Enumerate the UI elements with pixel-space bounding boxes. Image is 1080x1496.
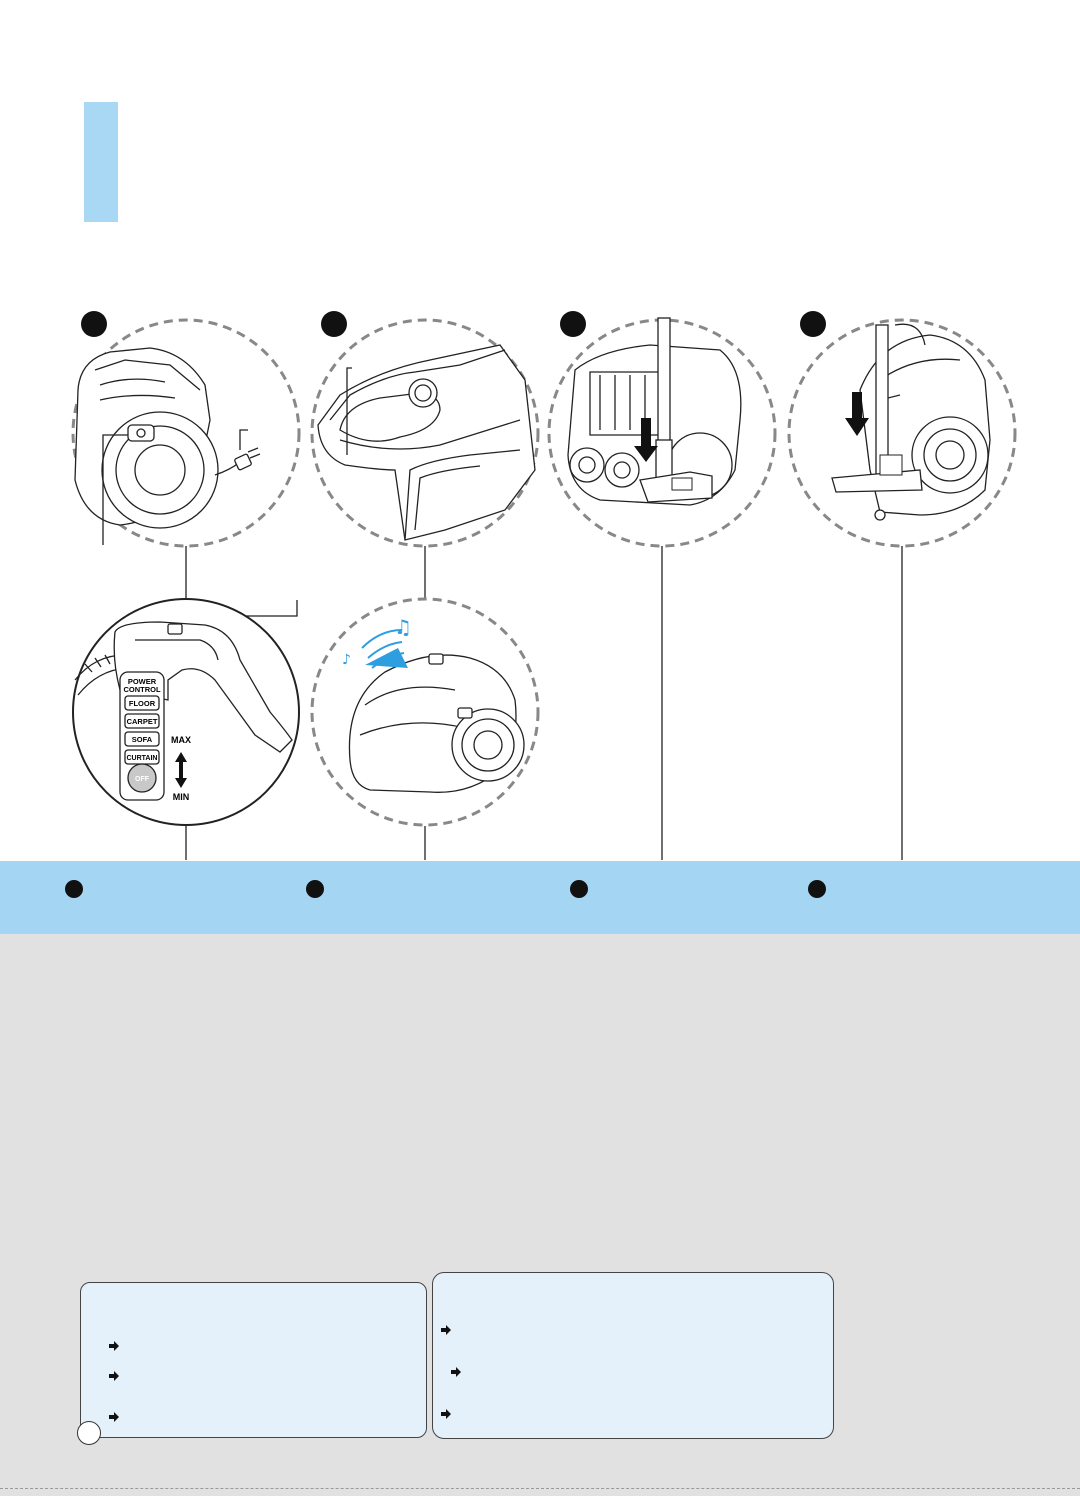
min-label: MIN	[172, 792, 190, 802]
arrow-right-icon	[109, 1412, 119, 1422]
band-number-3	[570, 880, 588, 898]
carpet-button[interactable]: CARPET	[126, 717, 158, 726]
panel-4-illustration	[789, 320, 1015, 546]
panel-3-illustration	[549, 318, 775, 546]
arrow-right-icon	[451, 1367, 461, 1377]
power-control-label-2: CONTROL	[123, 685, 161, 694]
band-number-2	[306, 880, 324, 898]
page-number-circle	[77, 1421, 101, 1445]
arrow-right-icon	[109, 1371, 119, 1381]
arrow-right-icon	[441, 1325, 451, 1335]
music-note-icon: ♫	[394, 615, 412, 639]
band-number-4	[808, 880, 826, 898]
power-control-label-1: POWER	[127, 677, 157, 686]
music-note-icon: ♪	[342, 652, 351, 668]
curtain-button[interactable]: CURTAIN	[126, 755, 158, 762]
off-button[interactable]: OFF	[135, 776, 149, 783]
arrow-right-icon	[441, 1409, 451, 1419]
arrow-right-icon	[109, 1341, 119, 1351]
max-label: MAX	[171, 735, 191, 745]
panel-2-illustration	[312, 320, 538, 546]
sofa-button[interactable]: SOFA	[131, 735, 153, 744]
bottom-rule	[0, 1488, 1080, 1490]
panel-1-illustration	[73, 320, 299, 546]
step-caption-band	[0, 861, 1080, 934]
sound-canister-illustration	[312, 599, 538, 825]
band-number-1	[65, 880, 83, 898]
floor-button[interactable]: FLOOR	[128, 699, 156, 708]
note-box-left	[80, 1282, 427, 1438]
note-box-right	[432, 1272, 834, 1439]
